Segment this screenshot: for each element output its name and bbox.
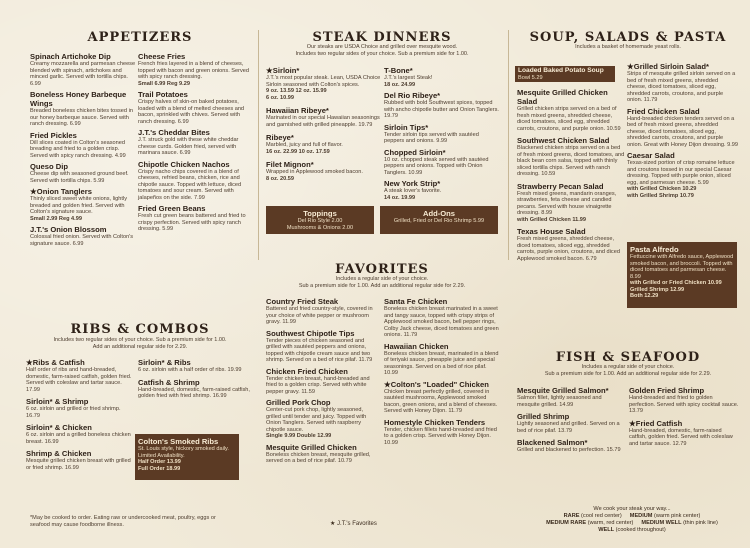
pasta-name: Pasta Alfredo xyxy=(630,245,679,254)
menu-item-price: 6 oz. 10.99 xyxy=(266,94,294,101)
menu-item xyxy=(384,91,500,120)
menu-item-desc: French fries layered in a blend of cheeses, topped with bacon and green onions. Served with spicy ranch dressing. xyxy=(138,61,250,80)
menu-item-name: Southwest Chicken Salad xyxy=(517,136,610,145)
menu-item xyxy=(26,449,134,471)
menu-item-name: Shrimp & Chicken xyxy=(26,449,92,458)
menu-item xyxy=(517,227,625,262)
menu-item-desc: Blackened chicken strips served on a bed of fresh mixed greens, diced tomatoes, and black bean corn salsa, topped with thinly sliced tortilla chips. Served with ranch dressing. 10.59 xyxy=(517,145,625,177)
menu-item xyxy=(629,419,739,448)
menu-item-desc: Tender, chicken fillets hand-breaded and fried to a golden crisp. Served with Honey Dijon. 10.99 xyxy=(384,426,497,446)
potato-soup-price: Bowl 5.29 xyxy=(518,75,543,81)
menu-item xyxy=(138,358,250,374)
menu-item xyxy=(26,423,134,445)
menu-item xyxy=(138,160,250,202)
menu-item xyxy=(384,179,500,201)
menu-item-desc: Grilled and blackened to perfection. 15.79 xyxy=(517,447,621,453)
pasta-box xyxy=(627,242,737,308)
steak-sub-1: Our steaks are USDA Choice and grilled over mesquite wood. xyxy=(306,44,458,50)
menu-item xyxy=(629,386,739,415)
menu-item-name: ★Onion Tanglers xyxy=(30,187,92,196)
fish-sub-2: Sub a premium side for 1.00. Add an additional regular side for 2.29. xyxy=(544,371,712,377)
menu-item xyxy=(384,342,500,377)
menu-item-name: Caesar Salad xyxy=(627,151,675,160)
menu-item-name: Mesquite Grilled Salmon* xyxy=(517,386,609,395)
menu-item-name: Chicken Fried Chicken xyxy=(266,366,348,376)
menu-item-desc: Hand-breaded chicken tenders served on a bed of fresh mixed greens, shredded cheese, diced tomatoes, sliced egg, shredded carrots, croutons, and purple onion. Great with Honey Dijon dressing. 9.99 xyxy=(627,115,739,148)
toppings-title: Toppings xyxy=(303,209,337,218)
menu-item-name: Trail Potatoes xyxy=(138,90,188,99)
menu-item-desc: Crispy halves of skin-on baked potatoes, loaded with a blend of melted cheeses and bacon, sprinkled with chives. Served with ranch dressing. 6.99 xyxy=(138,99,245,125)
menu-item-name: Queso Dip xyxy=(30,162,68,171)
menu-item xyxy=(30,225,138,247)
menu-item-price: 9 oz. 13.59 12 oz. 15.99 xyxy=(266,88,327,94)
menu-item-desc: Texas-sized portion of crisp romaine lettuce and croutons tossed in our special Caesar dressing. Topped with purple onion, sliced egg, and parmesan cheese. 5.99 xyxy=(627,160,735,186)
menu-item-price: Single 9.99 Double 12.99 xyxy=(266,433,332,439)
menu-item-name: Del Rio Ribeye* xyxy=(384,91,441,100)
menu-item-desc: Center-cut pork chop, lightly seasoned, grilled until tender and juicy. Topped with Onion Tanglers. Served with raspberry chipotle sauce. xyxy=(266,407,367,433)
favorites-title: FAVORITES xyxy=(335,262,429,277)
menu-item-name: T-Bone* xyxy=(384,66,413,75)
pasta-price: with Grilled or Fried Chicken 10.99 xyxy=(630,280,722,286)
ribs-sub-2: Add an additional regular side for 2.29. xyxy=(92,344,188,350)
favorites-note: ★ J.T.'s Favorites xyxy=(330,521,377,527)
menu-item xyxy=(517,412,625,434)
menu-item xyxy=(266,133,382,155)
menu-item xyxy=(138,128,250,157)
menu-item-name: Fried Chicken Salad xyxy=(627,106,700,116)
menu-item-desc: Tender sirloin tips served with sautéed peppers and onions. 9.99 xyxy=(384,131,479,144)
menu-item-name: ★Grilled Sirloin Salad* xyxy=(627,62,709,71)
menu-item-desc: Fresh mixed greens, mandarin oranges, strawberries, feta cheese and candied pecans. Served with house vinaigrette dressing. 8.99 xyxy=(517,190,617,216)
menu-item-desc: Fresh mixed greens, shredded cheese, diced tomatoes, sliced egg, shredded carrots, purple onion, croutons, and diced Applewood smoked bacon. 6.79 xyxy=(517,236,620,262)
menu-item-name: J.T.'s Onion Blossom xyxy=(30,225,107,234)
menu-item-price: 14 oz. 19.99 xyxy=(384,194,416,201)
menu-item-name: Chopped Sirloin* xyxy=(384,147,446,157)
menu-item-desc: Hand-breaded, domestic, farm-raised catfish, golden fried. Served with coleslaw and tartar sauce. 12.79 xyxy=(629,427,733,447)
menu-item xyxy=(384,148,500,177)
menu-item xyxy=(30,52,138,87)
menu-item-name: New York Strip* xyxy=(384,179,441,188)
menu-item-name: Boneless Honey Barbeque Wings xyxy=(30,90,127,108)
menu-item-name: Sirloin* & Ribs xyxy=(138,358,191,367)
menu-item xyxy=(266,160,382,182)
ribs-col-2 xyxy=(138,358,250,404)
menu-item-desc: Hand-breaded and fried to golden perfection. Served with spicy cocktail sauce. 13.79 xyxy=(629,395,739,414)
pasta-desc: Fettuccine with Alfredo sauce, Applewood smoked bacon, and broccoli. Topped with diced tomatoes and parmesan cheese. xyxy=(630,254,734,273)
smoked-ribs-box xyxy=(135,434,239,480)
menu-item-name: Ribeye* xyxy=(266,133,294,142)
menu-item-name: Catfish & Shrimp xyxy=(138,377,200,387)
steak-title: STEAK DINNERS xyxy=(312,30,452,45)
menu-item-name: ★Sirloin* xyxy=(266,66,300,75)
soup-col-2 xyxy=(627,62,739,202)
smoked-ribs-name: Colton's Smoked Ribs xyxy=(138,437,219,446)
menu-item xyxy=(384,297,500,339)
menu-item xyxy=(517,386,625,408)
pasta-price: 8.99 xyxy=(630,273,641,280)
favorites-col-1 xyxy=(266,297,376,468)
cook-temp-entry: WELL (cooked throughout) xyxy=(598,527,666,533)
menu-item-desc: Mesquite grilled chicken breast with grilled or fried shrimp. 16.99 xyxy=(26,458,131,471)
cook-temp-entry: MEDIUM RARE (warm, red center) xyxy=(546,520,634,526)
soup-title: SOUP, SALADS & PASTA xyxy=(529,30,727,45)
menu-item xyxy=(384,123,500,145)
menu-item xyxy=(138,90,250,125)
menu-item-name: Strawberry Pecan Salad xyxy=(517,181,604,191)
menu-item-desc: 10 oz. chopped steak served with sautéed peppers and onions. Topped with Onion Tanglers. 10.99 xyxy=(384,156,489,176)
fish-col-1 xyxy=(517,386,625,458)
toppings-line: Mushrooms & Onions 2.00 xyxy=(286,224,354,231)
menu-item xyxy=(384,418,500,447)
menu-item-desc: Marinated in our special Hawaiian seasonings and garnished with grilled pineapple. 19.79 xyxy=(266,115,380,128)
menu-item-desc: Boneless chicken breast, mesquite grilled, served on a bed of rice pilaf. 10.79 xyxy=(266,451,371,464)
menu-item-desc: Thinly sliced sweet white onions, lightly breaded and golden fried. Served with Colton's signature sauce. xyxy=(30,196,128,215)
menu-item-name: Santa Fe Chicken xyxy=(384,297,448,306)
menu-item xyxy=(266,443,376,465)
menu-item-name: Fried Pickles xyxy=(30,130,77,140)
menu-item xyxy=(517,136,625,178)
menu-item-price: Small 2.99 Reg 4.99 xyxy=(30,215,82,222)
menu-item-price: with Grilled Chicken 10.29 xyxy=(627,186,697,192)
menu-item-name: ★Ribs & Catfish xyxy=(26,358,85,367)
menu-item xyxy=(384,66,500,88)
menu-item-desc: 6 oz. sirloin with a half order of ribs. 19.99 xyxy=(138,367,242,373)
menu-item-price: with Grilled Chicken 11.99 xyxy=(517,216,587,223)
menu-item-name: ★Colton's "Loaded" Chicken xyxy=(384,379,489,389)
menu-item-name: Sirloin* & Shrimp xyxy=(26,397,89,406)
potato-soup-name: Loaded Baked Potato Soup xyxy=(518,67,604,74)
menu-item-name: Homestyle Chicken Tenders xyxy=(384,417,486,427)
soup-sub: Includes a basket of homemade yeast rolls. xyxy=(575,44,681,50)
menu-item-price: 18 oz. 24.99 xyxy=(384,81,416,88)
fish-col-2 xyxy=(629,386,739,451)
appetizers-title: APPETIZERS xyxy=(87,30,193,45)
menu-item-desc: Marbled, juicy and full of flavor. xyxy=(266,142,343,148)
menu-item-desc: Battered and fried country-style, covered in your choice of white pepper or mushroom gravy. 11.99 xyxy=(266,306,373,325)
menu-item-price: with Grilled Shrimp 10.79 xyxy=(627,192,694,199)
menu-item-desc: Fresh cut green beans battered and fried to crispy perfection. Served with spicy ranch dressing. 5.99 xyxy=(138,213,246,232)
menu-item-desc: Lightly seasoned and grilled. Served on a bed of rice pilaf. 13.79 xyxy=(517,421,620,434)
menu-item-desc: Dill slices coated in Colton's seasoned breading and fried to a golden crisp. Served with spicy ranch dressing. 4.99 xyxy=(30,139,126,159)
menu-item-desc: Rubbed with bold Southwest spices, topped with ancho chipotle butter and Onion Tanglers. 19.79 xyxy=(384,100,499,119)
menu-item xyxy=(266,106,382,128)
cook-temp-table xyxy=(525,506,739,534)
menu-item-desc: Creamy mozzarella and parmesan cheese blended with spinach, artichokes and minced garlic. Served with tortilla chips. 6.99 xyxy=(30,61,136,87)
menu-item-desc: Cheese dip with seasoned ground beef. Served with tortilla chips. 5.99 xyxy=(30,171,129,184)
appetizers-col-2 xyxy=(138,52,250,236)
cook-temp-title: We cook your steak your way... xyxy=(593,506,671,512)
menu-item-desc: Strips of mesquite grilled sirloin served on a bed of fresh mixed greens, shredded cheese, diced tomatoes, sliced egg, shredded carrots, croutons, and purple onion. 11.79 xyxy=(627,71,736,103)
smoked-ribs-desc: St. Louis style, hickory smoked daily. Limited Availability. xyxy=(138,446,229,459)
pasta-price: Grilled Shrimp 12.99 xyxy=(630,286,685,293)
menu-item xyxy=(517,88,625,132)
menu-item-name: Grilled Pork Chop xyxy=(266,398,331,407)
menu-item-name: Sirloin* & Chicken xyxy=(26,423,92,432)
cook-temp-rows xyxy=(525,513,739,534)
menu-item xyxy=(266,66,382,101)
ribs-sub-1: Includes two regular sides of your choice. Sub a premium side for 1.00. xyxy=(53,337,227,343)
menu-item-desc: 6 oz. sirloin and a grilled boneless chicken breast. 16.99 xyxy=(26,432,131,445)
menu-item-name: Chipotle Chicken Nachos xyxy=(138,159,230,169)
divider xyxy=(258,30,259,260)
menu-item-name: Southwest Chipotle Tips xyxy=(266,328,355,338)
favorites-sub-2: Sub a premium side for 1.00. Add an additional regular side for 2.29. xyxy=(298,283,466,289)
smoked-ribs-half: Half Order 13.99 xyxy=(138,459,181,465)
addons-line: Grilled, Fried or Del Rio Shrimp 5.99 xyxy=(393,218,485,224)
menu-item xyxy=(26,397,134,419)
potato-soup-box xyxy=(515,66,615,82)
fish-sub-1: Includes a regular side of your choice. xyxy=(581,364,675,370)
disclaimer: *May be cooked to order. Eating raw or undercooked meat, poultry, eggs or seafood may cause foodborne illness. xyxy=(30,515,216,528)
menu-item-desc: Breaded boneless chicken bites tossed in our honey barbeque sauce. Served with ranch dressing. 6.99 xyxy=(30,108,133,127)
cook-temp-row xyxy=(525,520,739,527)
steak-col-1 xyxy=(266,66,382,187)
menu-item xyxy=(517,182,625,224)
favorites-sub-1: Includes a regular side of your choice. xyxy=(335,276,429,282)
menu-item xyxy=(30,187,138,222)
addons-box xyxy=(380,206,498,234)
favorites-col-2 xyxy=(384,297,500,449)
menu-item-desc: Colossal fried onion. Served with Colton's signature sauce. 6.99 xyxy=(30,234,134,247)
menu-item xyxy=(266,329,376,364)
menu-item-name: J.T.'s Cheddar Bites xyxy=(138,128,210,137)
appetizers-col-1 xyxy=(30,52,138,250)
menu-item-name: Fried Green Beans xyxy=(138,204,206,213)
menu-item-name: Golden Fried Shrimp xyxy=(629,386,705,395)
divider xyxy=(508,30,509,260)
menu-item-name: Cheese Fries xyxy=(138,52,186,61)
smoked-ribs-full: Full Order 18.99 xyxy=(138,465,181,472)
menu-item-name: Grilled Shrimp xyxy=(517,412,570,421)
menu-item-desc: 6 oz. sirloin and grilled or fried shrimp. 16.79 xyxy=(26,406,121,419)
toppings-line: Del Rio Style 2.00 xyxy=(297,218,343,224)
menu-item-name: Hawaiian Chicken xyxy=(384,341,449,351)
menu-item-name: Texas House Salad xyxy=(517,227,586,236)
menu-item-desc: Tender pieces of chicken seasoned and grilled with sautéed peppers and onions, topped with chipotle cream sauce and two shrimp. Served on a bed of rice pilaf. 11.79 xyxy=(266,337,373,363)
steak-sub-2: Includes two regular sides of your choice. Sub a premium side for 1.00. xyxy=(295,51,469,57)
menu-item xyxy=(266,297,376,326)
menu-item xyxy=(138,204,250,233)
menu-item-name: Blackened Salmon* xyxy=(517,438,588,447)
menu-item xyxy=(138,52,250,87)
menu-item-desc: Grilled chicken strips served on a bed of fresh mixed greens, shredded cheese, diced tomatoes, sliced egg, shredded carrots, croutons, and purple onion. 10.59 xyxy=(517,106,621,132)
menu-item-desc: J.T.'s largest Steak! xyxy=(384,75,433,81)
menu-item-desc: Boneless chicken breast marinated in a sweet and tangy sauce, topped with crispy strips of Applewood smoked bacon, bell pepper rings, Colby Jack cheese, diced tomatoes and green onions. 11.79 xyxy=(384,306,499,338)
menu-item-desc: Boneless chicken breast, marinated in a blend of teriyaki sauce, pineapple juice and special seasonings. Served on a bed of rice pilaf. 10.99 xyxy=(384,350,499,376)
pasta-price: Both 12.29 xyxy=(630,293,659,299)
menu-item xyxy=(266,367,376,396)
menu-item-desc: J.T.'s most popular steak. Lean, USDA Choice Sirloin seasoned with Colton's spices. xyxy=(266,75,381,88)
menu-item-desc: A steak lover's favorite. xyxy=(384,188,442,194)
cook-temp-row xyxy=(525,527,739,534)
menu-item xyxy=(30,90,138,128)
menu-item xyxy=(30,131,138,160)
menu-item-price: 16 oz. 22.99 10 oz. 17.59 xyxy=(266,148,330,155)
menu-item xyxy=(26,358,134,393)
menu-item-desc: J.T. struck gold with these white cheddar cheese curds. Golden fried, served with marinara sauce. 6.99 xyxy=(138,137,239,156)
menu-item-desc: Wrapped in Applewood smoked bacon. xyxy=(266,169,363,175)
soup-col-1 xyxy=(517,88,625,266)
menu-item xyxy=(384,380,500,415)
cook-temp-entry: MEDIUM WELL (thin pink line) xyxy=(641,520,718,526)
menu-item-price: Small 6.99 Reg 9.29 xyxy=(138,80,190,87)
menu-item xyxy=(266,398,376,440)
menu-item xyxy=(138,378,250,400)
menu-item-desc: Chicken breast perfectly grilled, covered in sautéed mushrooms, Applewood smoked bacon, green onions, and a blend of cheeses. Served with Honey Dijon. 11.79 xyxy=(384,388,498,414)
menu-item-desc: Half order of ribs and hand-breaded, domestic, farm-raised catfish, golden fried. Served with coleslaw and tartar sauce. 17.99 xyxy=(26,367,132,393)
ribs-col-1 xyxy=(26,358,134,475)
menu-item-desc: Tender chicken breast, hand-breaded and fried to a golden crisp. Served with white pepper gravy. 11.59 xyxy=(266,375,370,395)
ribs-title: RIBS & COMBOS xyxy=(70,322,210,337)
toppings-box xyxy=(266,206,374,234)
menu-item-price: 8 oz. 20.59 xyxy=(266,175,294,182)
menu-item xyxy=(30,162,138,184)
menu-item-desc: Hand-breaded, domestic, farm-raised catfish, golden fried with fried shrimp. 16.99 xyxy=(138,386,250,399)
cook-temp-row xyxy=(525,513,739,520)
cook-temp-entry: MEDIUM (warm pink center) xyxy=(629,513,701,519)
menu-item-name: Spinach Artichoke Dip xyxy=(30,52,111,61)
menu-item-name: Filet Mignon* xyxy=(266,160,314,169)
fish-title: FISH & SEAFOOD xyxy=(555,350,701,365)
menu-item-desc: Salmon fillet, lightly seasoned and mesquite grilled. 14.99 xyxy=(517,395,602,408)
menu-item-name: ★Fried Catfish xyxy=(629,418,683,428)
menu-item xyxy=(627,151,739,199)
menu-item-desc: Crispy nacho chips covered in a blend of cheeses, refried beans, chicken, rice and chipotle sauce. Topped with lettuce, diced tomatoes and sour cream. Served with jalapeños on the side. 7.99 xyxy=(138,168,242,201)
menu-item xyxy=(517,438,625,454)
menu-item-name: Country Fried Steak xyxy=(266,297,339,306)
menu-item xyxy=(627,62,739,104)
addons-title: Add-Ons xyxy=(422,209,456,218)
cook-temp-entry: RARE (cool red center) xyxy=(563,513,622,519)
menu-item-name: Mesquite Grilled Chicken xyxy=(266,442,357,452)
menu-item-name: Sirloin Tips* xyxy=(384,122,429,132)
menu-item xyxy=(627,107,739,149)
steak-col-2 xyxy=(384,66,500,204)
menu-item-name: Mesquite Grilled Chicken Salad xyxy=(517,88,608,106)
menu-item-name: Hawaiian Ribeye* xyxy=(266,106,329,115)
